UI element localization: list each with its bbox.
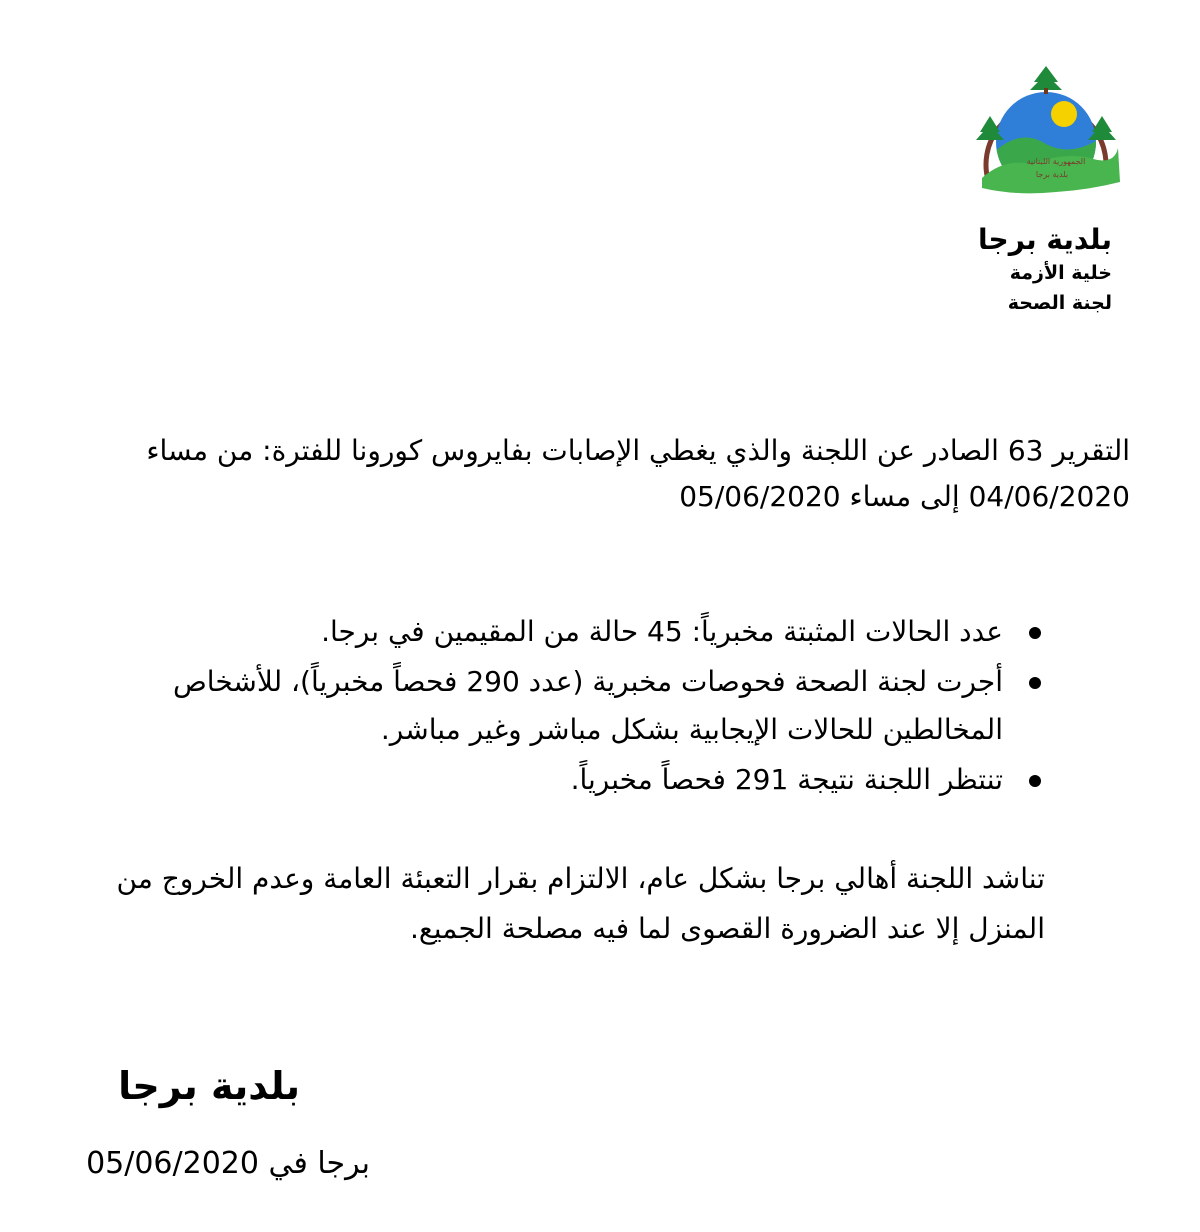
- signature-municipality-name: بلدية برجا: [118, 1064, 300, 1108]
- report-point-pending-results: تنتظر اللجنة نتيجة 291 فحصاً مخبرياً.: [63, 756, 1003, 804]
- seal-text-line2: بلدية برجا: [1035, 170, 1069, 179]
- report-intro: التقرير 63 الصادر عن اللجنة والذي يغطي الإصابات بفايروس كورونا للفترة: من مساء 04/06/2020 إلى مساء 05/06/2020: [146, 434, 1130, 513]
- letterhead-crisis-cell: خلية الأزمة: [1009, 262, 1112, 284]
- seal-text-line1: الجمهورية اللبنانية: [1026, 157, 1086, 166]
- seal-cedar-top-icon: [1030, 66, 1062, 94]
- report-point-tests-conducted: أجرت لجنة الصحة فحوصات مخبرية (عدد 290 فحصاً مخبرياً)، للأشخاص المخالطين للحالات الإيجابية بشكل مباشر وغير مباشر.: [63, 658, 1003, 754]
- report-points-list: [63, 608, 1045, 806]
- letterhead-health-committee: لجنة الصحة: [1007, 292, 1112, 314]
- report-point-confirmed-cases: عدد الحالات المثبتة مخبرياً: 45 حالة من المقيمين في برجا.: [63, 608, 1003, 656]
- municipality-logo: [968, 62, 1124, 212]
- letterhead-municipality-name: بلدية برجا: [978, 223, 1112, 256]
- municipality-seal-image: [968, 62, 1124, 212]
- seal-sun: [1051, 101, 1077, 127]
- letterhead: [752, 222, 1112, 318]
- signature-place-date: برجا في 05/06/2020: [86, 1146, 370, 1181]
- report-appeal: تناشد اللجنة أهالي برجا بشكل عام، الالتزام بقرار التعبئة العامة وعدم الخروج من المنزل إلا عند الضرورة القصوى لما فيه مصلحة الجميع.: [116, 862, 1045, 945]
